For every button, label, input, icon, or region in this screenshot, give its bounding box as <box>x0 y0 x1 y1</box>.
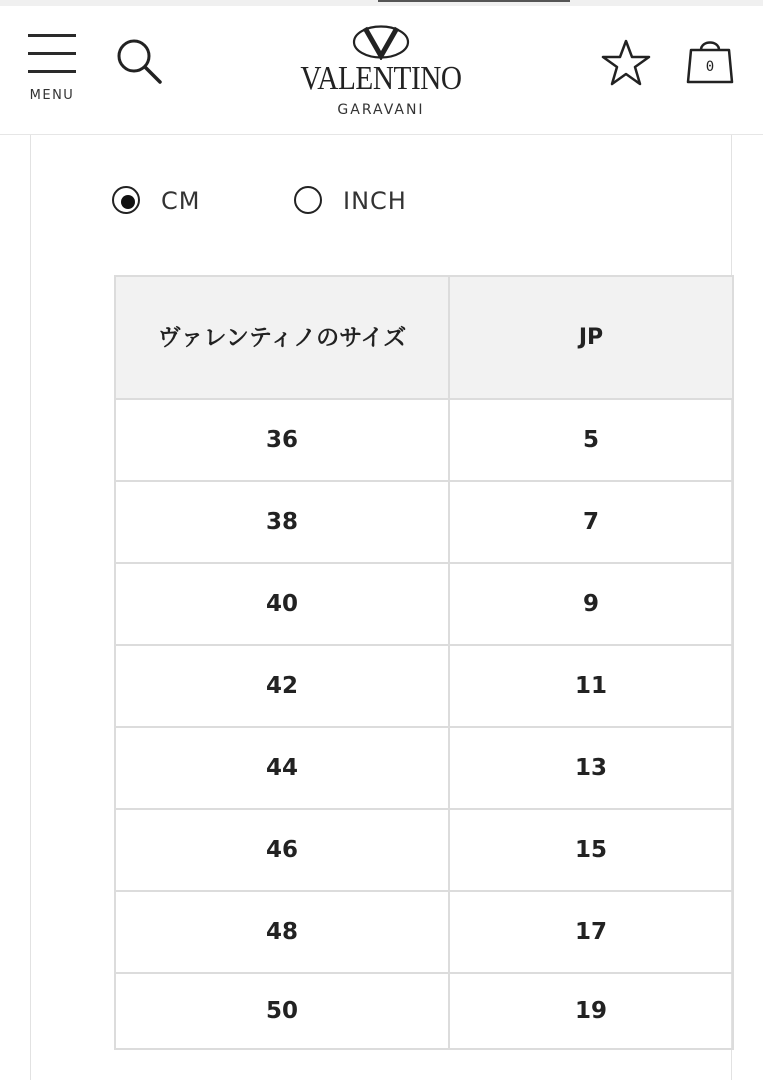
menu-button[interactable] <box>28 34 76 114</box>
bag-count-badge: 0 <box>705 59 715 75</box>
header-valentino-size: ヴァレンティノのサイズ <box>115 276 449 399</box>
cell-jp-size: 19 <box>449 973 733 1049</box>
shopping-bag-button[interactable] <box>686 36 734 88</box>
table-row <box>115 891 733 973</box>
table-header-row <box>115 276 733 399</box>
table-row <box>115 563 733 645</box>
cell-valentino-size: 40 <box>115 563 449 645</box>
menu-label: MENU <box>29 88 75 103</box>
table-row <box>115 809 733 891</box>
table-row <box>115 973 733 1049</box>
top-strip-indicator <box>378 0 570 2</box>
cell-valentino-size: 50 <box>115 973 449 1049</box>
cell-jp-size: 11 <box>449 645 733 727</box>
star-icon <box>600 38 652 88</box>
cell-jp-size: 5 <box>449 399 733 481</box>
valentino-v-logo-icon <box>352 24 410 60</box>
menu-icon-bar <box>28 52 76 55</box>
table-row <box>115 481 733 563</box>
menu-icon-bar <box>28 70 76 73</box>
table-row <box>115 399 733 481</box>
site-header <box>0 6 763 135</box>
cell-jp-size: 17 <box>449 891 733 973</box>
table-row <box>115 727 733 809</box>
table-row <box>115 645 733 727</box>
unit-radio-cm[interactable] <box>112 182 232 222</box>
radio-selected-icon <box>112 186 140 214</box>
size-conversion-table <box>114 275 734 1050</box>
wishlist-button[interactable] <box>600 38 652 88</box>
cell-jp-size: 9 <box>449 563 733 645</box>
cell-valentino-size: 44 <box>115 727 449 809</box>
cell-valentino-size: 46 <box>115 809 449 891</box>
unit-label-inch: INCH <box>343 187 407 215</box>
unit-radio-inch[interactable] <box>294 182 434 222</box>
logo-wordmark: VALENTINO <box>300 60 462 97</box>
brand-logo[interactable] <box>281 20 481 126</box>
cell-valentino-size: 42 <box>115 645 449 727</box>
cell-jp-size: 7 <box>449 481 733 563</box>
search-icon <box>114 36 164 86</box>
header-jp: JP <box>449 276 733 399</box>
radio-unselected-icon <box>294 186 322 214</box>
cell-jp-size: 15 <box>449 809 733 891</box>
cell-valentino-size: 48 <box>115 891 449 973</box>
cell-valentino-size: 36 <box>115 399 449 481</box>
radio-dot <box>121 195 135 209</box>
cell-jp-size: 13 <box>449 727 733 809</box>
cell-valentino-size: 38 <box>115 481 449 563</box>
search-button[interactable] <box>114 36 164 86</box>
unit-label-cm: CM <box>161 187 201 215</box>
menu-icon <box>28 34 76 37</box>
logo-subtitle: GARAVANI <box>337 102 425 118</box>
